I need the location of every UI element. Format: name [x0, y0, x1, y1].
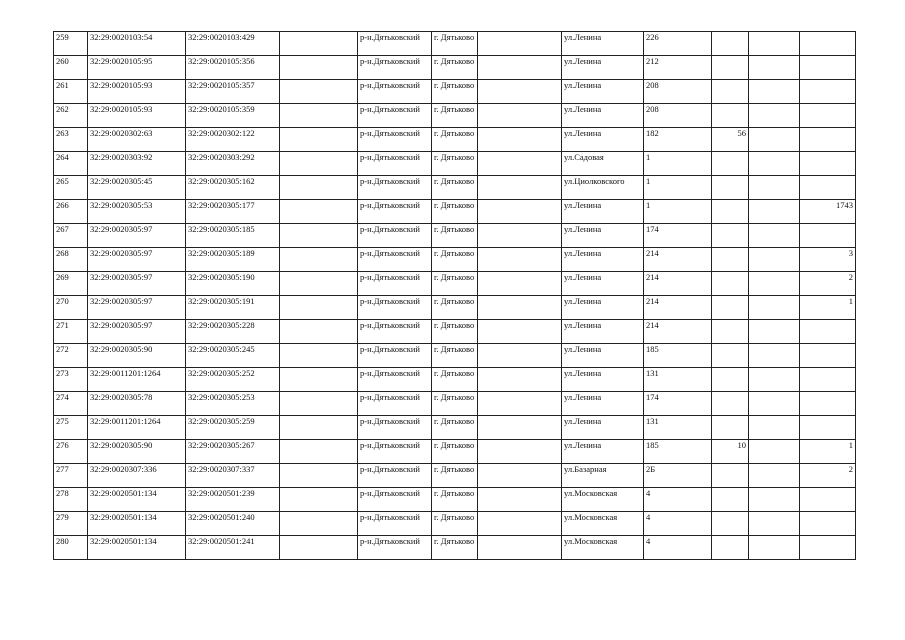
cell-value-11 [749, 224, 800, 248]
cell-value-11 [749, 248, 800, 272]
cell-object-cadastral-number: 32:29:0020501:239 [186, 488, 280, 512]
cell-empty [280, 392, 358, 416]
cell-value-11 [749, 344, 800, 368]
table-row [54, 344, 856, 368]
cell-house-number: 182 [644, 128, 712, 152]
cell-city: г. Дятьково [432, 536, 478, 560]
cell-empty [280, 320, 358, 344]
cell-district: р-н.Дятьковский [358, 56, 432, 80]
cell-row-number: 262 [54, 104, 88, 128]
cell-city: г. Дятьково [432, 80, 478, 104]
cell-row-number: 264 [54, 152, 88, 176]
cell-value-10 [712, 416, 749, 440]
cell-value-11 [749, 176, 800, 200]
cell-district: р-н.Дятьковский [358, 392, 432, 416]
table-row [54, 488, 856, 512]
cell-empty [478, 512, 562, 536]
cell-value-12 [800, 536, 856, 560]
cell-street: ул.Ленина [562, 56, 644, 80]
cell-object-cadastral-number: 32:29:0020501:240 [186, 512, 280, 536]
cell-value-10 [712, 464, 749, 488]
cell-empty [478, 32, 562, 56]
cell-empty [280, 464, 358, 488]
cell-value-10 [712, 104, 749, 128]
cell-object-cadastral-number: 32:29:0020105:359 [186, 104, 280, 128]
table-row [54, 224, 856, 248]
cell-value-12 [800, 56, 856, 80]
cell-value-11 [749, 152, 800, 176]
cell-street: ул.Ленина [562, 80, 644, 104]
cell-house-number: 174 [644, 224, 712, 248]
cell-house-number: 214 [644, 296, 712, 320]
cell-empty [280, 344, 358, 368]
cell-value-12 [800, 344, 856, 368]
cell-empty [478, 248, 562, 272]
table-row [54, 176, 856, 200]
cell-empty [280, 128, 358, 152]
cell-empty [478, 440, 562, 464]
cell-object-cadastral-number: 32:29:0020501:241 [186, 536, 280, 560]
cell-value-11 [749, 440, 800, 464]
cell-value-11 [749, 488, 800, 512]
cell-row-number: 261 [54, 80, 88, 104]
cell-house-number: 208 [644, 80, 712, 104]
cell-empty [280, 224, 358, 248]
cell-street: ул.Ленина [562, 200, 644, 224]
cell-house-number: 212 [644, 56, 712, 80]
table-row [54, 416, 856, 440]
cell-street: ул.Ленина [562, 320, 644, 344]
cell-empty [478, 368, 562, 392]
cell-object-cadastral-number: 32:29:0020305:189 [186, 248, 280, 272]
cell-city: г. Дятьково [432, 440, 478, 464]
cell-row-number: 275 [54, 416, 88, 440]
cell-row-number: 273 [54, 368, 88, 392]
cell-house-number: 4 [644, 488, 712, 512]
cell-object-cadastral-number: 32:29:0020305:191 [186, 296, 280, 320]
cell-row-number: 267 [54, 224, 88, 248]
table-row [54, 536, 856, 560]
cell-value-11 [749, 32, 800, 56]
cell-empty [478, 152, 562, 176]
cell-empty [478, 128, 562, 152]
cell-empty [280, 80, 358, 104]
cell-empty [280, 512, 358, 536]
cell-row-number: 278 [54, 488, 88, 512]
cell-value-12: 1 [800, 296, 856, 320]
cell-city: г. Дятьково [432, 368, 478, 392]
cell-district: р-н.Дятьковский [358, 368, 432, 392]
cell-value-12 [800, 128, 856, 152]
cell-empty [280, 152, 358, 176]
cell-empty [280, 440, 358, 464]
cell-value-10 [712, 296, 749, 320]
cell-empty [478, 320, 562, 344]
cell-value-11 [749, 200, 800, 224]
cell-empty [478, 272, 562, 296]
cell-value-12: 1743 [800, 200, 856, 224]
cell-object-cadastral-number: 32:29:0020305:162 [186, 176, 280, 200]
cell-value-11 [749, 104, 800, 128]
cell-empty [280, 416, 358, 440]
cell-street: ул.Ленина [562, 248, 644, 272]
cell-street: ул.Ленина [562, 296, 644, 320]
cell-value-11 [749, 320, 800, 344]
table-row [54, 248, 856, 272]
cell-value-10 [712, 488, 749, 512]
cell-parcel-cadastral-number: 32:29:0020105:95 [88, 56, 186, 80]
cell-city: г. Дятьково [432, 152, 478, 176]
cell-street: ул.Ленина [562, 128, 644, 152]
cell-city: г. Дятьково [432, 224, 478, 248]
cell-empty [478, 200, 562, 224]
cell-value-10 [712, 224, 749, 248]
cell-row-number: 272 [54, 344, 88, 368]
cell-empty [280, 536, 358, 560]
cell-house-number: 185 [644, 344, 712, 368]
cell-value-11 [749, 368, 800, 392]
cell-object-cadastral-number: 32:29:0020105:356 [186, 56, 280, 80]
cell-city: г. Дятьково [432, 320, 478, 344]
cell-value-10 [712, 56, 749, 80]
cell-value-10 [712, 320, 749, 344]
cell-value-10 [712, 536, 749, 560]
cell-value-12: 2 [800, 272, 856, 296]
table-row [54, 368, 856, 392]
cell-row-number: 269 [54, 272, 88, 296]
cell-empty [478, 176, 562, 200]
cell-house-number: 208 [644, 104, 712, 128]
cell-object-cadastral-number: 32:29:0020305:245 [186, 344, 280, 368]
cell-city: г. Дятьково [432, 464, 478, 488]
cell-street: ул.Ленина [562, 32, 644, 56]
cell-empty [478, 104, 562, 128]
cell-district: р-н.Дятьковский [358, 536, 432, 560]
cell-empty [280, 176, 358, 200]
cell-house-number: 185 [644, 440, 712, 464]
cell-parcel-cadastral-number: 32:29:0020305:78 [88, 392, 186, 416]
cell-row-number: 277 [54, 464, 88, 488]
table-row [54, 56, 856, 80]
cell-empty [280, 272, 358, 296]
cell-parcel-cadastral-number: 32:29:0020501:134 [88, 536, 186, 560]
cell-row-number: 265 [54, 176, 88, 200]
cell-parcel-cadastral-number: 32:29:0020501:134 [88, 488, 186, 512]
cell-district: р-н.Дятьковский [358, 104, 432, 128]
cell-parcel-cadastral-number: 32:29:0020501:134 [88, 512, 186, 536]
cell-value-12 [800, 176, 856, 200]
cell-city: г. Дятьково [432, 416, 478, 440]
cell-district: р-н.Дятьковский [358, 248, 432, 272]
cell-district: р-н.Дятьковский [358, 272, 432, 296]
cell-house-number: 1 [644, 176, 712, 200]
cell-value-12 [800, 32, 856, 56]
cell-parcel-cadastral-number: 32:29:0020305:53 [88, 200, 186, 224]
cell-district: р-н.Дятьковский [358, 296, 432, 320]
cell-value-12 [800, 320, 856, 344]
registry-table [53, 31, 856, 560]
table-row [54, 392, 856, 416]
cell-row-number: 259 [54, 32, 88, 56]
cell-district: р-н.Дятьковский [358, 200, 432, 224]
cell-city: г. Дятьково [432, 272, 478, 296]
cell-empty [280, 488, 358, 512]
cell-district: р-н.Дятьковский [358, 320, 432, 344]
cell-street: ул.Ленина [562, 344, 644, 368]
cell-value-11 [749, 536, 800, 560]
cell-district: р-н.Дятьковский [358, 128, 432, 152]
cell-house-number: 226 [644, 32, 712, 56]
cell-empty [478, 536, 562, 560]
cell-house-number: 174 [644, 392, 712, 416]
cell-empty [478, 488, 562, 512]
cell-house-number: 214 [644, 248, 712, 272]
cell-house-number: 2Б [644, 464, 712, 488]
cell-parcel-cadastral-number: 32:29:0020307:336 [88, 464, 186, 488]
cell-house-number: 4 [644, 512, 712, 536]
cell-district: р-н.Дятьковский [358, 344, 432, 368]
table-row [54, 440, 856, 464]
cell-empty [280, 104, 358, 128]
cell-street: ул.Ленина [562, 224, 644, 248]
cell-object-cadastral-number: 32:29:0020103:429 [186, 32, 280, 56]
cell-street: ул.Базарная [562, 464, 644, 488]
cell-row-number: 266 [54, 200, 88, 224]
cell-row-number: 268 [54, 248, 88, 272]
cell-empty [478, 392, 562, 416]
table-row [54, 80, 856, 104]
cell-value-10: 10 [712, 440, 749, 464]
cell-city: г. Дятьково [432, 296, 478, 320]
cell-city: г. Дятьково [432, 56, 478, 80]
cell-object-cadastral-number: 32:29:0020307:337 [186, 464, 280, 488]
cell-district: р-н.Дятьковский [358, 176, 432, 200]
cell-value-10 [712, 32, 749, 56]
table-row [54, 104, 856, 128]
cell-city: г. Дятьково [432, 512, 478, 536]
cell-value-12: 1 [800, 440, 856, 464]
cell-value-10 [712, 512, 749, 536]
cell-district: р-н.Дятьковский [358, 152, 432, 176]
cell-parcel-cadastral-number: 32:29:0020305:97 [88, 272, 186, 296]
cell-city: г. Дятьково [432, 32, 478, 56]
cell-empty [478, 464, 562, 488]
cell-parcel-cadastral-number: 32:29:0020305:97 [88, 248, 186, 272]
cell-street: ул.Московская [562, 488, 644, 512]
cell-street: ул.Циолковского [562, 176, 644, 200]
cell-empty [280, 32, 358, 56]
cell-district: р-н.Дятьковский [358, 80, 432, 104]
cell-value-10 [712, 200, 749, 224]
cell-value-12 [800, 416, 856, 440]
cell-district: р-н.Дятьковский [358, 512, 432, 536]
cell-object-cadastral-number: 32:29:0020105:357 [186, 80, 280, 104]
cell-parcel-cadastral-number: 32:29:0020105:93 [88, 104, 186, 128]
cell-row-number: 271 [54, 320, 88, 344]
cell-parcel-cadastral-number: 32:29:0020105:93 [88, 80, 186, 104]
cell-district: р-н.Дятьковский [358, 32, 432, 56]
cell-value-10 [712, 392, 749, 416]
cell-city: г. Дятьково [432, 104, 478, 128]
cell-value-11 [749, 56, 800, 80]
cell-value-10 [712, 80, 749, 104]
cell-city: г. Дятьково [432, 200, 478, 224]
cell-row-number: 279 [54, 512, 88, 536]
cell-street: ул.Московская [562, 536, 644, 560]
cell-parcel-cadastral-number: 32:29:0011201:1264 [88, 416, 186, 440]
cell-value-12: 3 [800, 248, 856, 272]
cell-street: ул.Садовая [562, 152, 644, 176]
cell-object-cadastral-number: 32:29:0020305:252 [186, 368, 280, 392]
cell-object-cadastral-number: 32:29:0020305:177 [186, 200, 280, 224]
cell-city: г. Дятьково [432, 176, 478, 200]
cell-city: г. Дятьково [432, 344, 478, 368]
cell-value-11 [749, 128, 800, 152]
cell-value-11 [749, 80, 800, 104]
cell-value-10: 56 [712, 128, 749, 152]
cell-value-10 [712, 248, 749, 272]
cell-empty [280, 56, 358, 80]
cell-value-10 [712, 344, 749, 368]
cell-object-cadastral-number: 32:29:0020305:185 [186, 224, 280, 248]
table-body [54, 32, 856, 560]
cell-house-number: 131 [644, 368, 712, 392]
table-row [54, 272, 856, 296]
cell-object-cadastral-number: 32:29:0020305:267 [186, 440, 280, 464]
table-row [54, 200, 856, 224]
cell-street: ул.Ленина [562, 416, 644, 440]
table-row [54, 320, 856, 344]
cell-parcel-cadastral-number: 32:29:0020302:63 [88, 128, 186, 152]
cell-empty [478, 56, 562, 80]
cell-street: ул.Ленина [562, 272, 644, 296]
cell-house-number: 214 [644, 320, 712, 344]
cell-parcel-cadastral-number: 32:29:0020305:97 [88, 320, 186, 344]
cell-row-number: 276 [54, 440, 88, 464]
cell-value-12 [800, 224, 856, 248]
cell-house-number: 214 [644, 272, 712, 296]
cell-parcel-cadastral-number: 32:29:0020303:92 [88, 152, 186, 176]
cell-value-10 [712, 272, 749, 296]
cell-parcel-cadastral-number: 32:29:0020305:97 [88, 296, 186, 320]
cell-row-number: 260 [54, 56, 88, 80]
cell-empty [478, 344, 562, 368]
cell-parcel-cadastral-number: 32:29:0020305:97 [88, 224, 186, 248]
table-row [54, 464, 856, 488]
cell-street: ул.Ленина [562, 368, 644, 392]
cell-value-11 [749, 272, 800, 296]
cell-value-11 [749, 464, 800, 488]
cell-empty [478, 416, 562, 440]
table-row [54, 512, 856, 536]
cell-empty [280, 296, 358, 320]
cell-row-number: 263 [54, 128, 88, 152]
cell-district: р-н.Дятьковский [358, 440, 432, 464]
table-row [54, 152, 856, 176]
cell-parcel-cadastral-number: 32:29:0011201:1264 [88, 368, 186, 392]
cell-value-10 [712, 368, 749, 392]
cell-object-cadastral-number: 32:29:0020305:253 [186, 392, 280, 416]
cell-value-12: 2 [800, 464, 856, 488]
cell-object-cadastral-number: 32:29:0020305:190 [186, 272, 280, 296]
cell-object-cadastral-number: 32:29:0020305:259 [186, 416, 280, 440]
cell-parcel-cadastral-number: 32:29:0020305:90 [88, 344, 186, 368]
cell-city: г. Дятьково [432, 248, 478, 272]
cell-district: р-н.Дятьковский [358, 416, 432, 440]
cell-city: г. Дятьково [432, 128, 478, 152]
cell-parcel-cadastral-number: 32:29:0020103:54 [88, 32, 186, 56]
cell-value-12 [800, 104, 856, 128]
cell-empty [280, 248, 358, 272]
cell-city: г. Дятьково [432, 392, 478, 416]
cell-house-number: 4 [644, 536, 712, 560]
cell-object-cadastral-number: 32:29:0020303:292 [186, 152, 280, 176]
cell-value-12 [800, 512, 856, 536]
cell-value-11 [749, 416, 800, 440]
cell-value-11 [749, 392, 800, 416]
cell-street: ул.Ленина [562, 392, 644, 416]
cell-value-11 [749, 512, 800, 536]
cell-parcel-cadastral-number: 32:29:0020305:45 [88, 176, 186, 200]
cell-city: г. Дятьково [432, 488, 478, 512]
cell-value-10 [712, 152, 749, 176]
cell-value-12 [800, 152, 856, 176]
cell-street: ул.Ленина [562, 104, 644, 128]
cell-parcel-cadastral-number: 32:29:0020305:90 [88, 440, 186, 464]
cell-house-number: 1 [644, 152, 712, 176]
cell-object-cadastral-number: 32:29:0020302:122 [186, 128, 280, 152]
cell-value-11 [749, 296, 800, 320]
cell-value-12 [800, 368, 856, 392]
cell-row-number: 280 [54, 536, 88, 560]
cell-row-number: 270 [54, 296, 88, 320]
cell-district: р-н.Дятьковский [358, 464, 432, 488]
cell-row-number: 274 [54, 392, 88, 416]
cell-district: р-н.Дятьковский [358, 224, 432, 248]
cell-value-12 [800, 392, 856, 416]
cell-empty [478, 80, 562, 104]
cell-district: р-н.Дятьковский [358, 488, 432, 512]
cell-street: ул.Московская [562, 512, 644, 536]
cell-value-12 [800, 80, 856, 104]
cell-street: ул.Ленина [562, 440, 644, 464]
cell-empty [478, 224, 562, 248]
cell-empty [478, 296, 562, 320]
cell-empty [280, 200, 358, 224]
cell-house-number: 1 [644, 200, 712, 224]
cell-value-12 [800, 488, 856, 512]
table-row [54, 128, 856, 152]
table-row [54, 296, 856, 320]
table-row [54, 32, 856, 56]
cell-object-cadastral-number: 32:29:0020305:228 [186, 320, 280, 344]
cell-value-10 [712, 176, 749, 200]
cell-house-number: 131 [644, 416, 712, 440]
cell-empty [280, 368, 358, 392]
